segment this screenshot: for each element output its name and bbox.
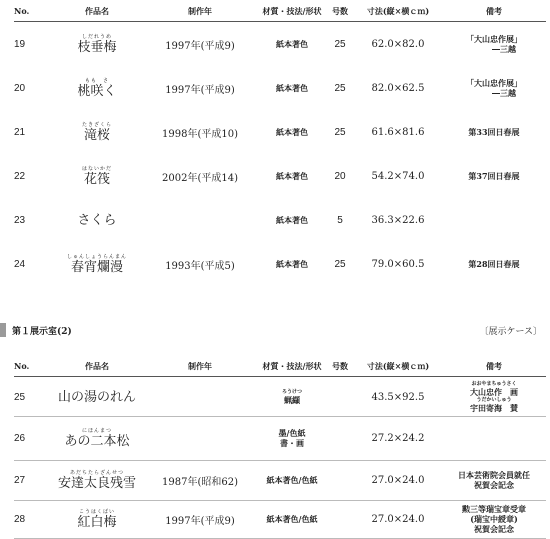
header-material: 材質・技法/形状 [262, 360, 322, 371]
row-title-cell [44, 22, 150, 66]
row-note-cell [440, 198, 548, 242]
title-wrap [77, 35, 116, 54]
table-row [0, 154, 550, 198]
row-note-cell [440, 66, 548, 110]
header-count: 号数 [332, 5, 348, 16]
header-year: 制作年 [188, 360, 212, 371]
row-material-cell [246, 154, 338, 198]
title-ruby: しだれうめ [81, 33, 112, 40]
title-ruby: あだちたらざんせつ [69, 469, 124, 476]
note-line: うだかいしゅう [476, 397, 512, 403]
section-title: 第１展示室(2) [12, 327, 72, 337]
material-line: 蝋纈 [283, 395, 300, 406]
title-wrap [77, 510, 116, 529]
table-row [0, 378, 550, 416]
row-note-cell [440, 378, 548, 416]
row-title-cell [44, 378, 150, 416]
table-row [0, 242, 550, 286]
row-material-cell [246, 416, 338, 460]
header-year: 制作年 [188, 5, 212, 16]
note-wrap [466, 78, 522, 98]
note-line: 大山忠作 画 [470, 387, 518, 397]
material-wrap [267, 475, 318, 485]
artwork-table-2 [0, 355, 550, 534]
title-ruby: はないかだ [81, 165, 112, 172]
material-wrap [267, 514, 318, 524]
title-ruby: たきざくら [81, 121, 112, 128]
row-count [326, 378, 354, 416]
material-wrap [282, 389, 302, 406]
row-note-cell [440, 110, 548, 154]
row-count [326, 416, 354, 460]
row-count: 20 [334, 170, 346, 182]
note-line: ―三越 [492, 88, 516, 98]
note-wrap [468, 127, 519, 137]
row-material-cell [246, 198, 338, 242]
note-wrap [462, 504, 526, 534]
section-case-label: 〔展示ケース〕 [479, 327, 542, 337]
row-title: さくら [77, 212, 117, 228]
note-line: 第37回日春展 [468, 171, 520, 181]
material-wrap [276, 39, 308, 49]
table-row [0, 198, 550, 242]
title-ruby: にほんまつ [81, 427, 112, 434]
material-line: 紙本著色 [276, 82, 308, 93]
row-size: 27.0×24.0 [371, 474, 425, 486]
row-title-cell [44, 500, 150, 538]
table-row [0, 110, 550, 154]
note-line: 祝賀会記念 [474, 480, 514, 490]
row-title-cell [44, 242, 150, 286]
material-wrap [276, 215, 308, 225]
row-no: 21 [14, 126, 26, 138]
row-material-cell [246, 242, 338, 286]
note-line: 日本芸術院会員就任 [458, 470, 530, 480]
row-title: 桃咲く [77, 83, 117, 99]
title-wrap [58, 471, 136, 490]
row-title: 山の湯のれん [57, 389, 136, 405]
note-line: 勲三等瑞宝章受章 [462, 504, 526, 514]
material-line: 紙本著色 [276, 214, 308, 225]
table-row [0, 460, 550, 500]
note-line: 第28回日春展 [468, 259, 520, 269]
title-wrap [82, 123, 112, 142]
title-ruby: しゅんしょうらんまん [66, 253, 127, 260]
section-label [0, 321, 550, 339]
row-note-cell [440, 154, 548, 198]
material-wrap [276, 259, 308, 269]
material-line: 紙本著色 [276, 258, 308, 269]
title-wrap [67, 255, 127, 274]
note-line: 「大山忠作展」 [466, 78, 522, 88]
row-year: 1998年(平成10) [162, 128, 238, 140]
section-marker [0, 323, 6, 337]
material-line: ろうけつ [281, 388, 302, 395]
row-title-cell [44, 154, 150, 198]
note-line: 宇田寄海 賛 [470, 403, 518, 414]
header-count: 号数 [332, 360, 348, 371]
row-no: 26 [14, 432, 26, 444]
row-count: 25 [334, 126, 346, 138]
row-size: 54.2×74.0 [371, 170, 425, 182]
note-line: 祝賀会記念 [474, 524, 514, 534]
material-line: 紙本著色 [276, 126, 308, 137]
row-year [150, 378, 250, 416]
note-wrap [468, 171, 519, 181]
row-material-cell [246, 66, 338, 110]
row-note-cell [440, 22, 548, 66]
row-title-cell [44, 110, 150, 154]
row-title: 花筏 [83, 171, 110, 187]
material-line: 紙本著色/色紙 [266, 513, 318, 524]
material-line: 紙本著色 [276, 170, 308, 181]
note-wrap [466, 34, 522, 54]
row-title: 春宵爛漫 [70, 259, 123, 275]
row-note-cell [440, 242, 548, 286]
row-title: 安達太良残雪 [57, 475, 136, 491]
row-material-cell [246, 460, 338, 500]
header-note: 備考 [486, 5, 502, 16]
note-line: おおやまちゅうさく [471, 380, 517, 387]
row-title: あの二本松 [64, 433, 130, 449]
material-wrap [276, 171, 308, 181]
header-title: 作品名 [85, 5, 109, 16]
row-year [150, 416, 250, 460]
material-wrap [276, 127, 308, 137]
row-year: 1993年(平成5) [165, 260, 235, 272]
row-material-cell [246, 22, 338, 66]
table-header [0, 0, 550, 22]
row-size: 43.5×92.5 [371, 391, 425, 403]
row-year: 2002年(平成14) [162, 172, 238, 184]
note-wrap [470, 381, 518, 414]
row-note-cell [440, 500, 548, 538]
row-year: 1997年(平成9) [165, 40, 235, 52]
title-wrap [58, 391, 136, 404]
note-wrap [458, 470, 530, 490]
material-line: 書・画 [279, 438, 304, 448]
row-size: 27.0×24.0 [371, 513, 425, 525]
header-title: 作品名 [85, 360, 109, 371]
row-note-cell [440, 460, 548, 500]
row-size: 79.0×60.5 [371, 258, 425, 270]
row-title: 枝垂梅 [77, 39, 117, 55]
row-no: 24 [14, 258, 26, 270]
row-year: 1997年(平成9) [165, 84, 235, 96]
row-no: 22 [14, 170, 26, 182]
row-size: 36.3×22.6 [371, 214, 425, 226]
material-line: 紙本著色/色紙 [266, 474, 318, 485]
material-wrap [276, 83, 308, 93]
table-row [0, 66, 550, 110]
table-row [0, 500, 550, 538]
row-count: 25 [334, 38, 346, 50]
header-material: 材質・技法/形状 [262, 5, 322, 16]
row-count [326, 500, 354, 538]
row-title-cell [44, 66, 150, 110]
title-wrap [64, 429, 129, 448]
material-line: 紙本著色 [276, 38, 308, 49]
row-no: 25 [14, 391, 26, 403]
row-year: 1997年(平成9) [165, 515, 235, 527]
row-note-cell [440, 416, 548, 460]
row-count: 25 [334, 258, 346, 270]
table-row [0, 416, 550, 460]
row-title-cell [44, 460, 150, 500]
note-line: ―三越 [492, 44, 516, 54]
row-no: 20 [14, 82, 26, 94]
header-size: 寸法(縦×横ｃｍ) [366, 5, 430, 16]
row-no: 27 [14, 474, 26, 486]
row-size: 62.0×82.0 [371, 38, 425, 50]
row-no: 28 [14, 513, 26, 525]
row-size: 61.6×81.6 [371, 126, 425, 138]
note-line: 「大山忠作展」 [466, 34, 522, 44]
row-material-cell [246, 378, 338, 416]
note-line: (瑞宝中綬章) [470, 514, 518, 524]
row-count: 5 [337, 214, 343, 226]
material-wrap [279, 428, 306, 449]
material-line: 墨/色紙 [278, 427, 306, 438]
row-year: 1987年(昭和62) [162, 476, 238, 488]
header-rule [14, 376, 546, 377]
header-no: No. [14, 6, 30, 16]
title-wrap [77, 79, 116, 98]
row-no: 23 [14, 214, 26, 226]
header-size: 寸法(縦×横ｃｍ) [366, 360, 430, 371]
note-line: 第33回日春展 [468, 127, 520, 137]
row-title: 紅白梅 [77, 514, 117, 530]
header-note: 備考 [486, 360, 502, 371]
title-wrap [77, 214, 116, 227]
row-material-cell [246, 110, 338, 154]
note-wrap [468, 259, 519, 269]
table-header [0, 355, 550, 377]
row-no: 19 [14, 38, 26, 50]
row-title-cell [44, 198, 150, 242]
title-ruby: こうはくばい [78, 508, 115, 515]
row-count: 25 [334, 82, 346, 94]
table-row [0, 22, 550, 66]
row-title-cell [44, 416, 150, 460]
row-year [150, 198, 250, 242]
row-count [326, 460, 354, 500]
row-material-cell [246, 500, 338, 538]
title-ruby: もも さ [84, 77, 109, 84]
row-size: 82.0×62.5 [371, 82, 425, 94]
header-no: No. [14, 361, 30, 371]
row-size: 27.2×24.2 [371, 432, 425, 444]
row-title: 滝桜 [83, 127, 110, 143]
title-wrap [82, 167, 112, 186]
